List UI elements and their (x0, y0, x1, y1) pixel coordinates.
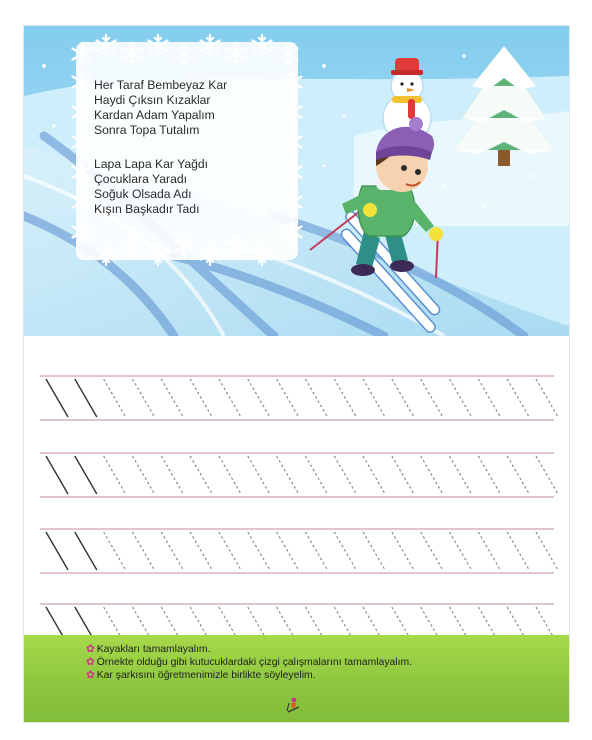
tracing-stroke (104, 379, 126, 417)
tracing-stroke (450, 532, 472, 570)
tracing-stroke (277, 379, 299, 417)
tracing-stroke (104, 532, 126, 570)
example-stroke (46, 607, 68, 636)
tracing-stroke (536, 456, 558, 494)
tracing-stroke (248, 379, 270, 417)
tracing-stroke (334, 607, 356, 636)
tracing-stroke (305, 456, 327, 494)
flower-icon: ✿ (86, 657, 95, 668)
tracing-stroke (536, 532, 558, 570)
tracing-stroke (450, 607, 472, 636)
tracing-stroke (507, 607, 529, 636)
tracing-stroke (421, 379, 443, 417)
poem-line: Çocuklara Yaradı (94, 172, 188, 186)
tracing-stroke (392, 379, 414, 417)
tracing-stroke (305, 532, 327, 570)
tracing-stroke (248, 456, 270, 494)
tracing-stroke (305, 607, 327, 636)
tracing-stroke (450, 456, 472, 494)
tracing-stroke (334, 532, 356, 570)
instruction-item: ✿ Örnekte olduğu gibi kutucuklardaki çizgi çalışmalarını tamamlayalım. (86, 657, 413, 668)
tracing-stroke (363, 456, 385, 494)
tracing-stroke (277, 532, 299, 570)
tracing-stroke (363, 532, 385, 570)
poem-line: Kardan Adam Yapalım (94, 108, 215, 122)
skier-icon (286, 697, 300, 713)
tracing-stroke (190, 379, 212, 417)
poem-line: Kışın Başkadır Tadı (94, 202, 200, 216)
tracing-stroke (161, 532, 183, 570)
tracing-stroke (161, 456, 183, 494)
tracing-stroke (421, 532, 443, 570)
tracing-stroke (478, 607, 500, 636)
tracing-stroke (104, 607, 126, 636)
worksheet-page (24, 26, 569, 722)
tracing-stroke (507, 532, 529, 570)
poem-line: Haydi Çıksın Kızaklar (94, 93, 211, 107)
tracing-stroke (536, 379, 558, 417)
example-stroke (75, 532, 97, 570)
example-stroke (75, 456, 97, 494)
tracing-lines (24, 336, 569, 636)
tracing-stroke (478, 456, 500, 494)
tracing-stroke (507, 456, 529, 494)
tracing-stroke (363, 379, 385, 417)
flower-icon: ✿ (86, 644, 95, 655)
poem-line: Lapa Lapa Kar Yağdı (94, 157, 209, 171)
tracing-stroke (392, 607, 414, 636)
tracing-stroke (219, 607, 241, 636)
tracing-stroke (190, 607, 212, 636)
example-stroke (46, 532, 68, 570)
tracing-stroke (248, 532, 270, 570)
poem-line: Soğuk Olsada Adı (94, 187, 192, 201)
tracing-stroke (132, 532, 154, 570)
tracing-stroke (248, 607, 270, 636)
tracing-stroke (450, 379, 472, 417)
tracing-stroke (392, 532, 414, 570)
tracing-stroke (421, 456, 443, 494)
tracing-stroke (536, 607, 558, 636)
poem-line: Her Taraf Bembeyaz Kar (94, 78, 228, 92)
tracing-stroke (190, 456, 212, 494)
tracing-stroke (363, 607, 385, 636)
tracing-stroke (334, 379, 356, 417)
tracing-stroke (219, 379, 241, 417)
instruction-item: ✿ Kar şarkısını öğretmenimizle birlikte söyleyelim. (86, 670, 316, 681)
instructions-footer (24, 635, 569, 722)
tracing-stroke (219, 532, 241, 570)
example-stroke (46, 379, 68, 417)
example-stroke (46, 456, 68, 494)
example-stroke (75, 607, 97, 636)
tracing-stroke (219, 456, 241, 494)
example-stroke (75, 379, 97, 417)
winter-scene (24, 26, 569, 336)
tracing-stroke (478, 379, 500, 417)
tracing-stroke (478, 532, 500, 570)
snowflake-frame (73, 35, 302, 265)
tracing-stroke (421, 607, 443, 636)
tracing-stroke (132, 607, 154, 636)
tracing-stroke (190, 532, 212, 570)
tracing-stroke (161, 607, 183, 636)
instruction-item: ✿ Kayakları tamamlayalım. (86, 644, 211, 655)
tracing-stroke (104, 456, 126, 494)
poem-line: Sonra Topa Tutalım (94, 123, 200, 137)
flower-icon: ✿ (86, 670, 95, 681)
tracing-stroke (132, 379, 154, 417)
tracing-stroke (392, 456, 414, 494)
tracing-stroke (507, 379, 529, 417)
tracing-stroke (305, 379, 327, 417)
tracing-stroke (277, 456, 299, 494)
tracing-stroke (161, 379, 183, 417)
tracing-stroke (132, 456, 154, 494)
tracing-stroke (334, 456, 356, 494)
tracing-exercise (24, 336, 569, 636)
tracing-stroke (277, 607, 299, 636)
